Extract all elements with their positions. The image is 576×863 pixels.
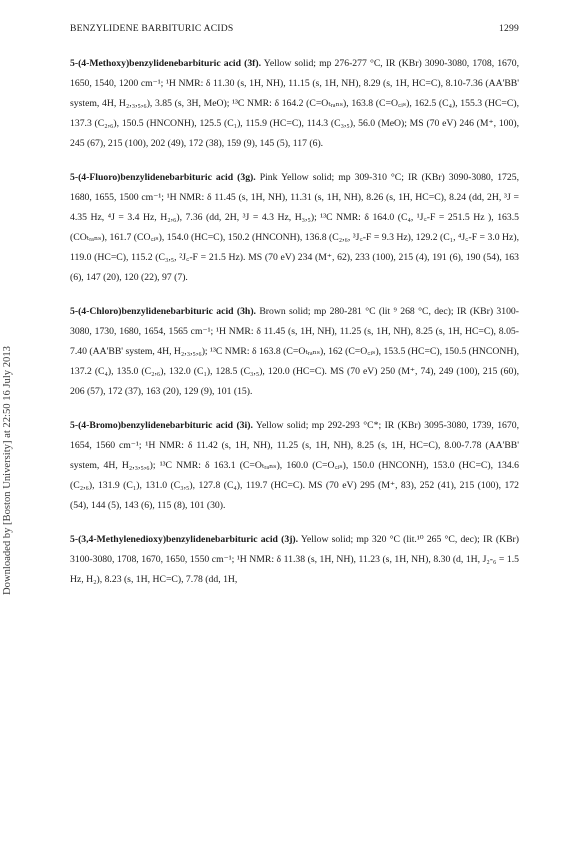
compound-data: Pink Yellow solid; mp 309-310 °C; IR (KBr) 3090-3080, 1725, 1680, 1655, 1500 cm⁻¹; ¹H NMR: δ 11.45 (s, 1H, NH), 11.31 (s, 1H, NH), 8.26 (s, 1H, HC=C), 8.24 (dd, 2H, ³J = 4.35 Hz, ⁴J = 3.4 Hz, H₂,₆), 7.36 (dd, 2H, ³J = 4.3 Hz, H₃,₅); ¹³C NMR: δ 164.0 (C₄, ¹J꜀-F = 251.5 Hz ), 163.5 (COₜᵣₐₙₛ), 161.7 (CO꜀ᵢₛ), 154.0 (HC=C), 150.2 (HNCONH), 136.8 (C₂,₆, ³J꜀-F = 9.3 Hz), 129.2 (C₁, ⁴J꜀-F = 3.0 Hz), 119.0 (HC=C), 115.2 (C₃,₅, ²J꜀-F = 21.5 Hz). MS (70 eV) 234 (M⁺, 62), 233 (100), 215 (4), 191 (6), 190 (54), 163 (6), 147 (20), 120 (22), 97 (7).	[70, 172, 519, 283]
compound-title: 5-(4-Bromo)benzylidenebarbituric acid (3i).	[70, 420, 253, 431]
compound-title: 5-(4-Fluoro)benzylidenebarbituric acid (3g).	[70, 172, 256, 183]
compound-data: Brown solid; mp 280-281 °C (lit ⁹ 268 °C, dec); IR (KBr) 3100-3080, 1730, 1680, 1654, 1565 cm⁻¹; ¹H NMR: δ 11.45 (s, 1H, NH), 11.25 (s, 1H, NH), 8.25 (s, 1H, HC=C), 8.05-7.40 (AA'BB' system, 4H, H₂,₃,₅,₆); ¹³C NMR: δ 163.8 (C=Oₜᵣₐₙₛ), 162 (C=O꜀ᵢₛ), 153.5 (HC=C), 150.5 (HNCONH), 137.2 (C₄), 135.0 (C₂,₆), 132.0 (C₁), 128.5 (C₃,₅), 120.0 (HC=C). MS (70 eV) 250 (M⁺, 74), 249 (100), 215 (60), 206 (57), 172 (37), 163 (20), 129 (9), 101 (15).	[70, 306, 519, 397]
running-title: BENZYLIDENE BARBITURIC ACIDS	[70, 23, 234, 34]
download-watermark: Downloaded by [Boston University] at 22:50 16 July 2013	[2, 346, 13, 595]
compound-entry-3h	[70, 302, 519, 402]
compound-data: Yellow solid; mp 320 °C (lit.¹⁰ 265 °C, dec); IR (KBr) 3100-3080, 1708, 1670, 1650, 1550 cm⁻¹; ¹H NMR: δ 11.38 (s, 1H, NH), 11.23 (s, 1H, NH), 8.30 (d, 1H, J₂-₆ = 1.5 Hz, H₂), 8.23 (s, 1H, HC=C), 7.78 (dd, 1H,	[70, 534, 520, 585]
compound-title: 5-(4-Methoxy)benzylidenebarbituric acid (3f).	[70, 58, 262, 69]
compound-entry-3f	[70, 54, 519, 154]
compound-data: Yellow solid; mp 292-293 °C*; IR (KBr) 3095-3080, 1739, 1670, 1654, 1560 cm⁻¹; ¹H NMR: δ 11.42 (s, 1H, NH), 11.25 (s, 1H, NH), 8.25 (s, 1H, HC=C), 8.00-7.78 (AA'BB' system, 4H, H₂,₃,₅,₆); ¹³C NMR: δ 163.1 (C=Oₜᵣₐₙₛ), 160.0 (C=O꜀ᵢₛ), 150.0 (HNCONH), 153.0 (HC=C), 134.6 (C₂,₆), 131.9 (C₁), 131.0 (C₃,₅), 127.8 (C₄), 119.7 (HC=C). MS (70 eV) 295 (M⁺, 83), 252 (41), 215 (100), 172 (54), 144 (5), 143 (6), 115 (8), 101 (30).	[70, 420, 519, 511]
compound-entry-3g	[70, 168, 519, 288]
running-header	[70, 23, 519, 34]
page-number: 1299	[499, 23, 519, 34]
compound-entry-3j	[70, 530, 519, 590]
compound-entry-3i	[70, 416, 519, 516]
compound-title: 5-(3,4-Methylenedioxy)benzylidenebarbituric acid (3j).	[70, 534, 299, 545]
page-body	[70, 54, 519, 604]
compound-data: Yellow solid; mp 276-277 °C, IR (KBr) 3090-3080, 1708, 1670, 1650, 1540, 1200 cm⁻¹; ¹H NMR: δ 11.30 (s, 1H, NH), 11.15 (s, 1H, NH), 8.29 (s, 1H, HC=C), 8.10-7.36 (AA'BB' system, 4H, H₂,₃,₅,₆), 3.85 (s, 3H, MeO); ¹³C NMR: δ 164.2 (C=Oₜᵣₐₙₛ), 163.8 (C=O꜀ᵢₛ), 162.5 (C₄), 155.3 (HC=C), 137.3 (C₂,₆), 150.5 (HNCONH), 125.5 (C₁), 115.9 (HC=C), 114.3 (C₃,₅), 56.0 (MeO); MS (70 eV) 246 (M⁺, 100), 245 (67), 215 (100), 202 (49), 172 (38), 159 (9), 145 (5), 117 (6).	[70, 58, 520, 149]
compound-title: 5-(4-Chloro)benzylidenebarbituric acid (3h).	[70, 306, 256, 317]
